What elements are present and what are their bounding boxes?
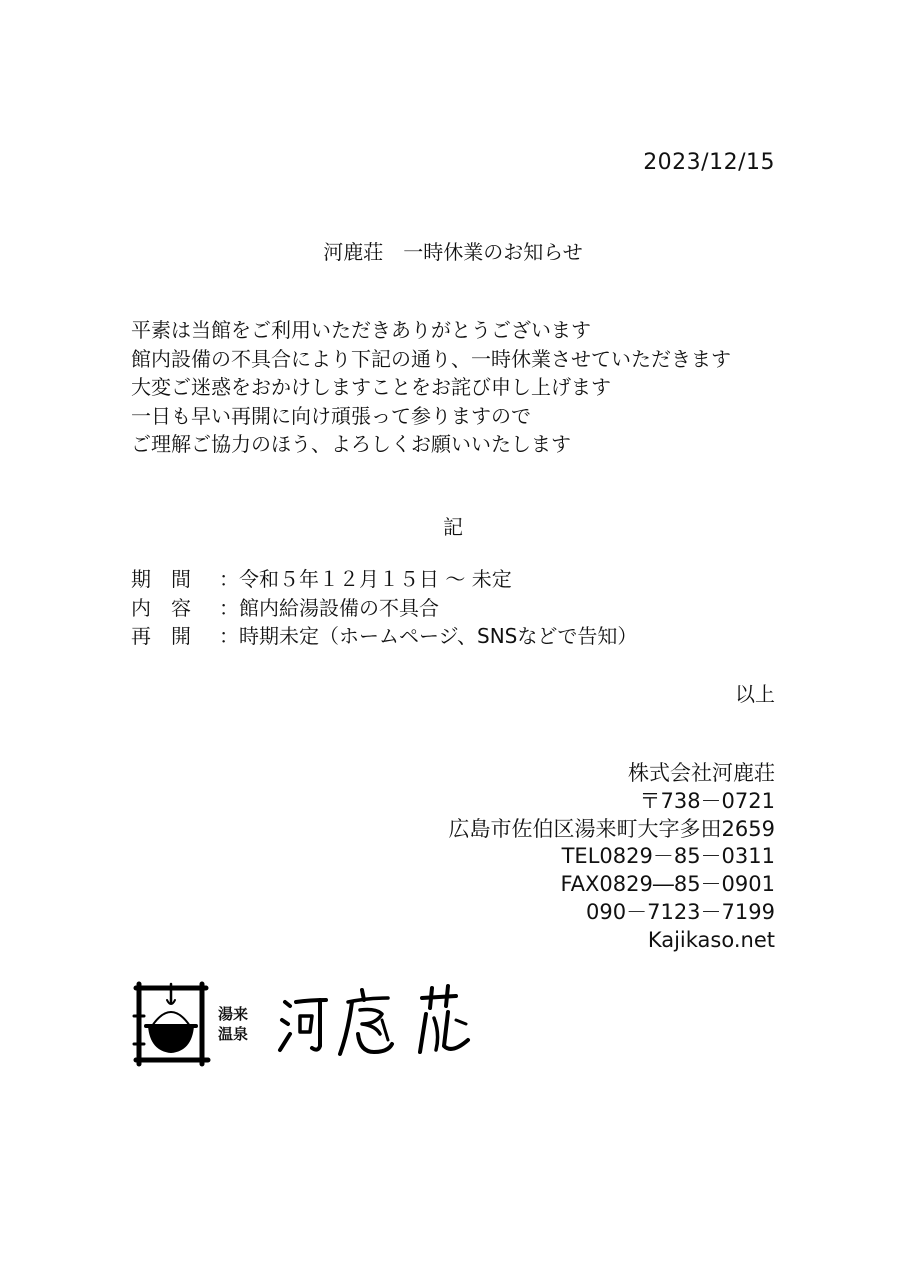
detail-label: 期 間 [131, 567, 191, 591]
details-list [131, 565, 637, 651]
onsen-line-1: 湯来 [218, 1005, 249, 1023]
detail-value: ：時期未定（ホームページ、SNSなどで告知） [219, 624, 638, 648]
notice-title: 河鹿荘 一時休業のお知らせ [323, 240, 583, 264]
detail-label: 再 開 [131, 624, 191, 648]
body-line: 平素は当館をご利用いただきありがとうございます [131, 318, 591, 342]
closing-mark: 以上 [735, 682, 775, 706]
body-line: 大変ご迷惑をおかけしますことをお詫び申し上げます [131, 375, 611, 399]
body-line: 一日も早い再開に向け頑張って参りますので [131, 403, 531, 428]
company-address: 広島市佐伯区湯来町大字多田2659 [448, 816, 775, 841]
company-info [449, 760, 775, 955]
cauldron-frame-icon [134, 984, 208, 1064]
notice-body [131, 316, 731, 459]
kajikaso-logo [130, 980, 510, 1070]
onsen-label [218, 1004, 248, 1044]
detail-row-period [131, 565, 637, 594]
body-line: ご理解ご協力のほう、よろしくお願いいたします [131, 432, 571, 456]
detail-value: ：令和５年１２月１５日 ～ 未定 [219, 567, 512, 591]
onsen-line-2: 温泉 [218, 1025, 249, 1043]
phone-number: TEL0829－85－0311 [561, 844, 775, 869]
detail-label: 内 容 [131, 595, 191, 620]
ki-heading: 記 [443, 515, 463, 539]
notice-date: 2023/12/15 [643, 150, 775, 175]
website-url: Kajikaso.net [647, 927, 775, 952]
detail-value: ：館内給湯設備の不具合 [219, 595, 439, 620]
detail-row-reopen [131, 622, 637, 651]
fax-number: FAX0829―85－0901 [560, 872, 775, 897]
detail-row-content [131, 594, 637, 623]
body-line: 館内設備の不具合により下記の通り、一時休業させていただきます [131, 346, 731, 371]
mobile-number: 090－7123－7199 [586, 899, 775, 924]
postal-code: 〒738－0721 [639, 788, 775, 813]
company-name: 株式会社河鹿荘 [628, 761, 775, 785]
calligraphy-brand-mark [280, 986, 468, 1054]
